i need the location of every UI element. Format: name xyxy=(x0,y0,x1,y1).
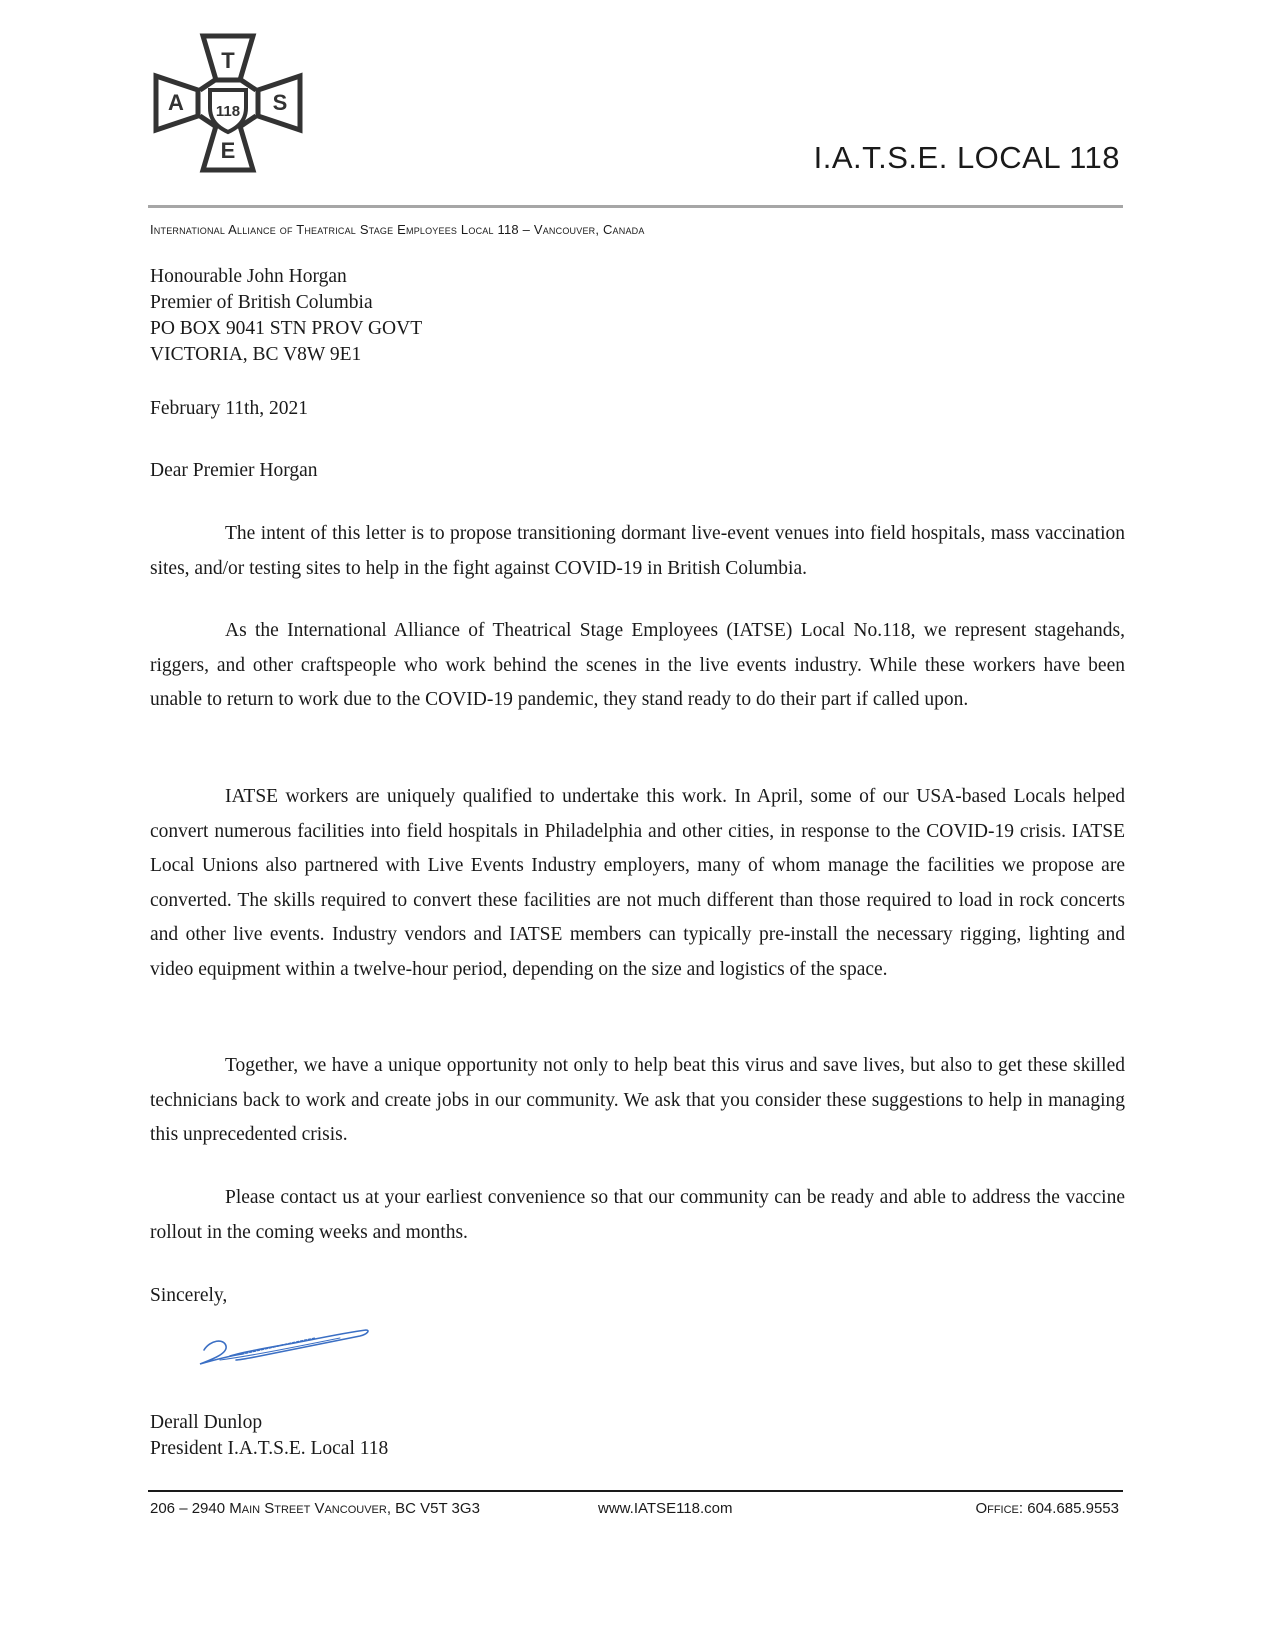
svg-text:118: 118 xyxy=(215,103,241,120)
signer-name: Derall Dunlop xyxy=(150,1412,263,1433)
body-paragraph: Together, we have a unique opportunity not only to help beat this virus and save lives, but also to get these skilled technicians back to work and create jobs in our community. We ask that you consider these suggestions to help in managing this unprecedented crisis. xyxy=(150,1055,1125,1145)
recipient-address xyxy=(150,264,1125,368)
recipient-line: VICTORIA, BC V8W 9E1 xyxy=(150,344,362,365)
body-paragraph: Please contact us at your earliest convenience so that our community can be ready and able to address the vaccine rollout in the coming weeks and months. xyxy=(150,1187,1125,1243)
body-paragraph: As the International Alliance of Theatrical Stage Employees (IATSE) Local No.118, we represent stagehands, riggers, and other craftspeople who work behind the scenes in the live events industry. While these workers have been unable to return to work due to the COVID-19 pandemic, they stand ready to do their part if called upon. xyxy=(150,620,1125,710)
letterhead-subtitle: International Alliance of Theatrical Stage Employees Local 118 – Vancouver, Canada xyxy=(150,222,645,237)
footer-address: 206 – 2940 Main Street Vancouver, BC V5T 3G3 xyxy=(150,1500,480,1517)
signer-title: President I.A.T.S.E. Local 118 xyxy=(150,1438,389,1459)
signature-icon xyxy=(190,1320,390,1380)
recipient-line: Premier of British Columbia xyxy=(150,292,373,313)
footer-website-link[interactable]: www.IATSE118.com xyxy=(598,1500,733,1517)
salutation: Dear Premier Horgan xyxy=(150,460,318,481)
header-divider xyxy=(148,205,1123,208)
svg-text:S: S xyxy=(272,90,288,115)
recipient-line: PO BOX 9041 STN PROV GOVT xyxy=(150,318,423,339)
letter-date: February 11th, 2021 xyxy=(150,398,308,419)
org-title: I.A.T.S.E. LOCAL 118 xyxy=(813,140,1120,175)
recipient-line: Honourable John Horgan xyxy=(150,266,347,287)
signer-block xyxy=(150,1410,1125,1462)
closing: Sincerely, xyxy=(150,1285,228,1306)
body-paragraph: The intent of this letter is to propose transitioning dormant live-event venues into field hospitals, mass vaccination sites, and/or testing sites to help in the fight against COVID-19 in British Columbia. xyxy=(150,523,1125,579)
svg-text:E: E xyxy=(220,138,236,163)
body-paragraph: IATSE workers are uniquely qualified to undertake this work. In April, some of our USA-based Locals helped convert numerous facilities into field hospitals in Philadelphia and other cities, in response to the COVID-19 crisis. IATSE Local Unions also partnered with Live Events Industry employers, many of whom manage the facilities we propose are converted. The skills required to convert these facilities are not much different than those required to load in rock concerts and other live events. Industry vendors and IATSE members can typically pre-install the necessary rigging, lighting and video equipment within a twelve-hour period, depending on the size and logistics of the space. xyxy=(150,786,1125,980)
svg-text:T: T xyxy=(221,48,235,73)
footer-divider xyxy=(148,1490,1123,1492)
svg-text:A: A xyxy=(168,90,184,115)
footer-phone: Office: 604.685.9553 xyxy=(975,1500,1119,1517)
iatse-logo-icon xyxy=(148,28,308,178)
